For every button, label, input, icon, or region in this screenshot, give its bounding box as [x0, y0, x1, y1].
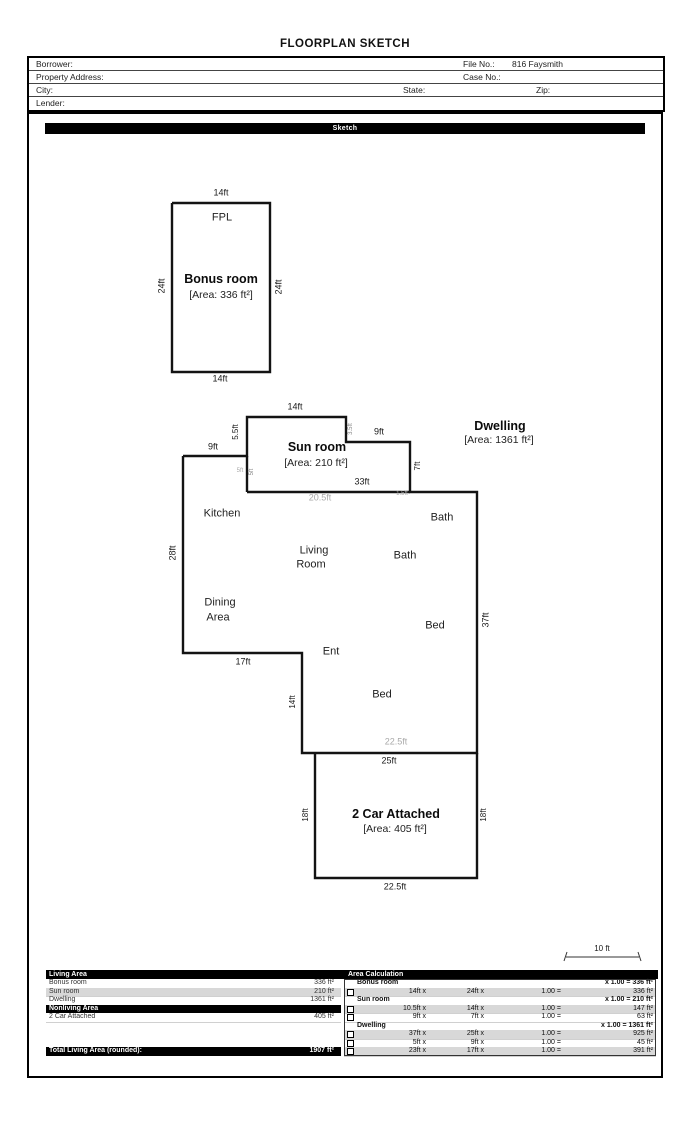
calc-group-name: Bonus room [357, 979, 399, 986]
dimension-label: 24ft [156, 278, 167, 294]
dimension-label: 33ft [354, 476, 370, 487]
area-tables [46, 970, 658, 1056]
calc-dim-1: 37ft x [408, 1030, 426, 1037]
living-area-header: Living Area [49, 971, 87, 978]
table-row [46, 979, 658, 988]
calc-factor: 1.00 = [541, 1013, 561, 1020]
calc-factor: 1.00 = [541, 1038, 561, 1046]
room-label: Bath [393, 549, 417, 562]
checkbox [347, 989, 354, 996]
room-label: Bed [425, 619, 445, 632]
area-calculation-header: Area Calculation [348, 971, 404, 978]
room-label: Bed [372, 688, 392, 701]
table-row [46, 1022, 658, 1031]
calc-factor: 1.00 = [541, 1030, 561, 1037]
calc-dim-1: 14ft x [408, 987, 426, 995]
case-no-label: Case No.: [463, 72, 501, 82]
room-label: FPL [211, 211, 233, 224]
room-label: Bath [430, 511, 454, 524]
empty-cell [46, 1039, 341, 1048]
calc-dim-2: 24ft x [466, 987, 484, 995]
dimension-label: 5.5ft [231, 424, 240, 440]
room-label: Room [296, 558, 326, 571]
dimension-label: 10 ft [594, 944, 610, 953]
header-row-property [29, 71, 663, 84]
dimension-label: 25ft [381, 755, 397, 766]
area-name: 2 Car Attached [49, 1013, 96, 1020]
dimension-label: 24ft [273, 279, 284, 295]
calc-group-total: x 1.00 = 210 ft² [604, 996, 653, 1003]
dimension-label: 9ft [373, 426, 385, 437]
dimension-label: 18ft [479, 808, 488, 822]
property-address-label: Property Address: [36, 72, 104, 82]
section-bar-label: Total Living Area (rounded): [49, 1047, 142, 1054]
area-name: Dwelling [49, 996, 76, 1003]
city-label: City: [36, 85, 53, 95]
wall-outline [172, 203, 270, 372]
room-label: Kitchen [203, 507, 241, 520]
calc-dim-1: 9ft x [412, 1013, 426, 1020]
table-row [46, 988, 658, 997]
dimension-label: 5ft [236, 468, 244, 474]
dimension-label: 14ft [213, 187, 229, 198]
room-label: Living [299, 544, 329, 557]
calc-dim-2: 17ft x [466, 1047, 484, 1054]
calc-group-name: Dwelling [357, 1021, 386, 1029]
table-header-row [46, 970, 658, 979]
room-name-label: Dwelling [474, 418, 526, 433]
calc-result: 147 ft² [633, 1004, 653, 1012]
room-name-label: 2 Car Attached [352, 806, 440, 821]
dimension-label: 18ft [301, 808, 310, 822]
dimension-label: 1.5ft [396, 491, 408, 497]
checkbox [347, 1048, 354, 1055]
area-name: Bonus room [49, 979, 87, 986]
empty-cell [46, 1030, 341, 1039]
calc-factor: 1.00 = [541, 1047, 561, 1054]
page-title: FLOORPLAN SKETCH [279, 38, 411, 50]
dimension-label: 5ft [249, 468, 255, 476]
calc-result: 925 ft² [633, 1030, 653, 1037]
calc-dim-1: 5ft x [412, 1038, 426, 1046]
dimension-label: 14ft [288, 695, 297, 709]
room-area-label: [Area: 336 ft²] [189, 288, 253, 301]
checkbox [347, 1040, 354, 1047]
calc-dim-2: 25ft x [466, 1030, 484, 1037]
area-value: 405 ft² [314, 1013, 334, 1020]
file-no-label: File No.: [463, 59, 495, 69]
area-value: 336 ft² [314, 979, 334, 986]
floorplan-drawing [29, 114, 661, 1076]
room-name-label: Bonus room [184, 271, 258, 286]
checkbox [347, 1014, 354, 1021]
header-row-borrower [29, 58, 663, 71]
room-label: Ent [322, 645, 340, 658]
calc-group-total: x 1.00 = 1361 ft² [601, 1021, 653, 1029]
section-bar-value: 1907 ft² [309, 1047, 334, 1054]
dimension-label: 37ft [480, 612, 491, 628]
sketch-banner-label: Sketch [332, 125, 358, 132]
calc-result: 391 ft² [633, 1047, 653, 1054]
calc-dim-1: 23ft x [408, 1047, 426, 1054]
dimension-label: 14ft [287, 401, 303, 412]
area-value: 210 ft² [314, 987, 334, 995]
calc-dim-2: 14ft x [466, 1004, 484, 1012]
calc-dim-2: 7ft x [470, 1013, 484, 1020]
calc-result: 45 ft² [637, 1038, 653, 1046]
calc-result: 63 ft² [637, 1013, 653, 1020]
dimension-label: 22.5ft [384, 736, 408, 747]
borrower-label: Borrower: [36, 59, 73, 69]
calc-group-name: Sun room [357, 996, 390, 1003]
calc-dim-row [344, 1047, 656, 1057]
calc-dim-2: 9ft x [470, 1038, 484, 1046]
table-row [46, 1005, 658, 1014]
room-name-label: Sun room [287, 439, 347, 454]
table-row [46, 1039, 658, 1048]
room-area-label: [Area: 405 ft²] [363, 822, 427, 835]
calc-dim-1: 10.5ft x [403, 1004, 426, 1012]
dimension-label: 7ft [413, 461, 422, 471]
empty-cell [46, 1022, 341, 1031]
room-label: Dining [204, 596, 236, 609]
table-row [46, 1030, 658, 1039]
calc-result: 336 ft² [633, 987, 653, 995]
header-form [27, 56, 665, 112]
room-label: Area [206, 611, 230, 624]
checkbox [347, 1006, 354, 1013]
room-area-label: [Area: 210 ft²] [284, 456, 348, 469]
area-name: Sun room [49, 987, 80, 995]
state-label: State: [403, 85, 426, 95]
dimension-label: 17ft [235, 656, 251, 667]
file-no-value: 816 Faysmith [512, 59, 564, 69]
dimension-label: 9ft [207, 441, 219, 452]
section-bar [46, 1005, 341, 1014]
calc-group-total: x 1.00 = 336 ft² [604, 979, 653, 986]
dimension-label: 3.5ft [348, 423, 354, 435]
sketch-area [27, 112, 663, 1078]
table-row [46, 1047, 658, 1056]
room-area-label: [Area: 1361 ft²] [464, 433, 534, 446]
dimension-label: 20.5ft [308, 492, 332, 503]
zip-label: Zip: [536, 85, 551, 95]
section-bar-label: Nonliving Area [49, 1004, 99, 1012]
section-bar [46, 1047, 341, 1056]
table-row [46, 996, 658, 1005]
lender-label: Lender: [36, 98, 65, 108]
calc-factor: 1.00 = [541, 987, 561, 995]
table-row [46, 1013, 658, 1022]
calc-factor: 1.00 = [541, 1004, 561, 1012]
dimension-label: 22.5ft [383, 881, 407, 892]
dimension-label: 14ft [212, 373, 228, 384]
checkbox [347, 1031, 354, 1038]
dimension-label: 28ft [167, 545, 178, 561]
area-value: 1361 ft² [310, 996, 334, 1003]
header-row-lender [29, 97, 663, 109]
header-row-city [29, 84, 663, 97]
